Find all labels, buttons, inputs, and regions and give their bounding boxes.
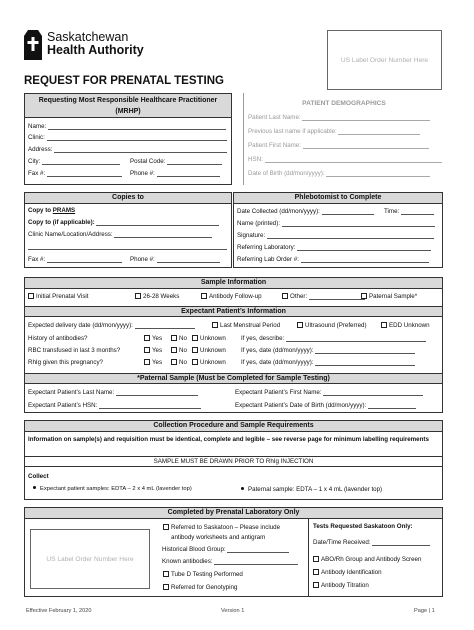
lab-blood-label: Historical Blood Group: <box>162 546 226 553</box>
checkbox[interactable] <box>361 293 367 299</box>
collection-paternal-text: Paternal sample: EDTA – 1 x 4 mL (lavender top) <box>248 486 383 493</box>
demo-hsn-row[interactable] <box>248 156 442 163</box>
pat-dob-field[interactable] <box>368 402 416 409</box>
collection-section <box>24 420 443 500</box>
demo-hsn-label: HSN: <box>248 156 263 163</box>
exp-describe-label: If yes, describe: <box>241 335 285 342</box>
lab-titration-label: Antibody Titration <box>321 582 369 589</box>
mrhp-name-label: Name: <box>28 123 47 130</box>
no-label: No <box>179 335 187 342</box>
collection-expectant <box>33 486 192 492</box>
copy-extra-field[interactable] <box>28 243 227 250</box>
phleb-lab-row[interactable] <box>237 244 431 251</box>
pat-dob-row[interactable] <box>235 402 416 409</box>
label-order-box-top[interactable]: US Label Order Number Here <box>327 30 442 90</box>
checkbox[interactable] <box>135 293 141 299</box>
checkbox[interactable] <box>144 335 150 341</box>
exp-describe-field[interactable] <box>286 335 426 342</box>
checkbox[interactable] <box>192 359 198 365</box>
checkbox[interactable] <box>163 571 169 577</box>
demo-first-label: Patient First Name: <box>248 142 301 149</box>
phleb-name-field[interactable] <box>282 220 435 227</box>
exp-rhig-date-field[interactable] <box>315 359 415 366</box>
mrhp-header <box>25 94 231 118</box>
sample-opt-initial-label: Initial Prenatal Visit <box>36 293 89 300</box>
lab-header: Completed by Prenatal Laboratory Only <box>25 508 442 519</box>
copy-clinic-row[interactable] <box>28 231 212 238</box>
mrhp-phone-field[interactable] <box>157 170 220 177</box>
exp-edd[interactable] <box>381 322 430 329</box>
phleb-signature-field[interactable] <box>267 232 434 239</box>
pat-first-row[interactable] <box>235 389 423 396</box>
exp-rhig-no[interactable] <box>171 359 187 366</box>
copy-fax-field[interactable] <box>47 256 122 263</box>
mrhp-fax-row[interactable] <box>28 170 122 177</box>
checkbox[interactable] <box>282 293 288 299</box>
lab-tests-header: Tests Requested Saskatoon Only: <box>313 523 413 530</box>
collection-info: Information on sample(s) and requisition must be identical, complete and legible – see reverse page for minimum labelling requirements <box>28 436 429 443</box>
exp-rbc-date-field[interactable] <box>315 347 415 354</box>
lab-tube-label: Tube D Testing Performed <box>171 571 243 578</box>
sample-opt-2628-label: 26-28 Weeks <box>143 293 180 300</box>
pat-last-row[interactable] <box>28 389 198 396</box>
exp-delivery-row[interactable] <box>28 322 195 329</box>
lab-blood-field[interactable] <box>227 546 289 553</box>
yes-label: Yes <box>152 359 163 366</box>
copy-fax-label: Fax #: <box>28 256 46 263</box>
sample-other-field[interactable] <box>309 293 365 300</box>
checkbox[interactable] <box>313 582 319 588</box>
pat-dob-label: Expectant Patient’s Date of Birth (dd/mon/yyyy): <box>235 402 367 409</box>
mrhp-city-row[interactable] <box>28 158 120 165</box>
checkbox[interactable] <box>201 293 207 299</box>
mrhp-city-field[interactable] <box>42 158 120 165</box>
footer-version: Version 1 <box>221 608 245 614</box>
copy-clinic-field[interactable] <box>114 231 212 238</box>
exp-us[interactable] <box>297 322 367 329</box>
copy-applicable-label: Copy to (if applicable): <box>28 219 95 226</box>
exp-rbc-date-row[interactable] <box>241 347 415 354</box>
exp-describe-row[interactable] <box>241 335 426 342</box>
exp-rbc-unknown[interactable] <box>192 347 226 354</box>
pat-hsn-label: Expectant Patient’s HSN: <box>28 402 98 409</box>
phlebotomist-header: Phlebotomist to Complete <box>234 193 442 204</box>
sample-info-header: Sample Information <box>25 278 442 289</box>
copy-extra-row[interactable] <box>28 243 227 250</box>
demo-last-label: Patient Last Name: <box>248 114 301 121</box>
label-order-box-lab[interactable]: US Label Order Number Here <box>30 529 150 589</box>
yes-label: Yes <box>152 347 163 354</box>
checkbox[interactable] <box>163 584 169 590</box>
pat-last-field[interactable] <box>116 389 198 396</box>
unknown-label: Unknown <box>200 359 226 366</box>
checkbox[interactable] <box>192 347 198 353</box>
phleb-lab-label: Referring Laboratory: <box>237 244 296 251</box>
no-label: No <box>179 347 187 354</box>
demo-prev-label: Previous last name if applicable: <box>248 128 337 135</box>
exp-rbc-date-label: If yes, date (dd/mon/yyyy): <box>241 347 314 354</box>
phlebotomist-section <box>233 192 443 268</box>
mrhp-postal-row[interactable] <box>130 158 222 165</box>
mrhp-city-label: City: <box>28 158 41 165</box>
demo-last-row[interactable] <box>248 114 430 121</box>
lab-ident[interactable] <box>313 569 382 576</box>
exp-rbc-label: RBC transfused in last 3 months? <box>28 347 121 354</box>
copy-applicable-field[interactable] <box>96 219 219 226</box>
lab-genotyping-label: Referred for Genotyping <box>171 584 238 591</box>
lab-received-field[interactable] <box>372 539 430 546</box>
pat-hsn-row[interactable] <box>28 402 201 409</box>
mrhp-postal-label: Postal Code: <box>130 158 166 165</box>
unknown-label: Unknown <box>200 347 226 354</box>
checkbox[interactable] <box>297 322 303 328</box>
mrhp-clinic-field[interactable] <box>47 134 227 141</box>
exp-rhig-date-label: If yes, date (dd/mon/yyyy): <box>241 359 314 366</box>
mrhp-clinic-row[interactable] <box>28 134 227 141</box>
copy-prams-prefix: Copy to <box>28 207 53 214</box>
copy-prams-link[interactable]: PRAMS <box>52 207 76 214</box>
no-label: No <box>179 359 187 366</box>
exp-history-yes[interactable] <box>144 335 162 342</box>
checkbox[interactable] <box>313 569 319 575</box>
unknown-label: Unknown <box>200 335 226 342</box>
mrhp-fax-label: Fax #: <box>28 170 46 177</box>
checkbox[interactable] <box>313 556 319 562</box>
lab-abo[interactable] <box>313 556 421 563</box>
lab-genotyping[interactable] <box>163 584 237 591</box>
checkbox[interactable] <box>144 359 150 365</box>
checkbox[interactable] <box>192 335 198 341</box>
exp-lmp-label: Last Menstrual Period <box>220 322 281 329</box>
phleb-signature-label: Signature: <box>237 232 266 239</box>
lab-abo-label: ABO/Rh Group and Antibody Screen <box>321 556 422 563</box>
phleb-time-row[interactable] <box>384 208 434 215</box>
sample-section <box>24 277 443 413</box>
copy-phone-row[interactable] <box>130 256 220 263</box>
lab-received-label: Date/Time Received: <box>313 539 371 546</box>
exp-history-no[interactable] <box>171 335 187 342</box>
collection-expectant-text: Expectant patient samples: EDTA – 2 x 4 mL (lavender top) <box>40 486 192 492</box>
logo <box>24 28 164 64</box>
exp-us-label: Ultrasound (Preferred) <box>305 322 367 329</box>
phleb-time-label: Time: <box>384 208 400 215</box>
phleb-order-label: Referring Lab Order #: <box>237 256 299 263</box>
checkbox[interactable] <box>171 335 177 341</box>
mrhp-header-line1: Requesting Most Responsible Healthcare Practitioner <box>38 97 218 104</box>
phleb-lab-field[interactable] <box>297 244 431 251</box>
lab-referred-line2: antibody worksheets and antigram <box>171 534 266 541</box>
sample-opt-paternal-label: Paternal Sample* <box>369 293 418 300</box>
exp-rbc-yes[interactable] <box>144 347 162 354</box>
exp-lmp[interactable] <box>212 322 280 329</box>
exp-rhig-date-row[interactable] <box>241 359 415 366</box>
collection-draw-notice: SAMPLE MUST BE DRAWN PRIOR TO RhIg INJECTION <box>25 456 442 467</box>
exp-edd-label: EDD Unknown <box>389 322 430 329</box>
lab-divider <box>308 519 309 596</box>
sample-opt-antibody[interactable] <box>201 293 262 300</box>
exp-rbc-no[interactable] <box>171 347 187 354</box>
lab-referred-label: Referred to Saskatoon – Please include <box>171 524 281 531</box>
sample-opt-initial[interactable] <box>28 293 89 300</box>
mrhp-phone-label: Phone #: <box>130 170 155 177</box>
footer-page: Page | 1 <box>414 608 435 614</box>
bullet-icon <box>33 486 36 489</box>
copy-phone-label: Phone #: <box>130 256 155 263</box>
phleb-date-label: Date Collected (dd/mon/yyyy): <box>237 208 320 215</box>
sample-opt-2628[interactable] <box>135 293 179 300</box>
lab-section <box>24 507 443 597</box>
paternal-header: *Paternal Sample (Must be Completed for Sample Testing) <box>25 373 442 384</box>
sample-opt-antibody-label: Antibody Follow-up <box>209 293 262 300</box>
copy-phone-field[interactable] <box>157 256 220 263</box>
demo-last-field[interactable] <box>302 114 430 121</box>
mrhp-header-line2: (MRHP) <box>115 108 141 115</box>
sample-opt-other[interactable] <box>282 293 365 300</box>
sample-opt-paternal[interactable] <box>361 293 417 300</box>
exp-history-label: History of antibodies? <box>28 335 88 342</box>
pat-hsn-field[interactable] <box>99 402 201 409</box>
lab-titration[interactable] <box>313 582 369 589</box>
phleb-order-field[interactable] <box>301 256 429 263</box>
exp-rhig-yes[interactable] <box>144 359 162 366</box>
expectant-header: Expectant Patient’s Information <box>25 306 442 317</box>
footer-effective: Effective February 1, 2020 <box>26 608 92 614</box>
exp-delivery-label: Expected delivery date (dd/mon/yyyy): <box>28 322 133 329</box>
patient-demographics <box>243 93 443 185</box>
copies-section <box>24 192 232 268</box>
demo-first-row[interactable] <box>248 142 429 149</box>
lab-antibodies-row[interactable] <box>162 558 298 565</box>
demo-dob-row[interactable] <box>248 170 430 177</box>
phleb-time-field[interactable] <box>401 208 434 215</box>
mrhp-postal-field[interactable] <box>167 158 222 165</box>
copies-header: Copies to <box>25 193 231 204</box>
lab-blood-row[interactable] <box>162 546 289 553</box>
logo-line1: Saskatchewan <box>47 30 129 44</box>
demo-hsn-field[interactable] <box>265 156 442 163</box>
demo-dob-label: Date of Birth (dd/mon/yyyy): <box>248 170 325 177</box>
checkbox[interactable] <box>28 293 34 299</box>
phleb-date-field[interactable] <box>322 208 374 215</box>
copy-prams-row <box>28 207 75 214</box>
exp-delivery-field[interactable] <box>135 322 195 329</box>
lab-received-row[interactable] <box>313 539 430 546</box>
copy-applicable-row[interactable] <box>28 219 219 226</box>
collection-paternal <box>241 486 382 493</box>
pat-last-label: Expectant Patient’s Last Name: <box>28 389 115 396</box>
demo-dob-field[interactable] <box>326 170 430 177</box>
copy-fax-row[interactable] <box>28 256 122 263</box>
demo-prev-row[interactable] <box>248 128 420 135</box>
lab-tube[interactable] <box>163 571 243 578</box>
phleb-name-row[interactable] <box>237 220 435 227</box>
demo-prev-field[interactable] <box>338 128 420 135</box>
mrhp-phone-row[interactable] <box>130 170 220 177</box>
checkbox[interactable] <box>171 359 177 365</box>
demographics-header: PATIENT DEMOGRAPHICS <box>302 100 386 107</box>
cross-logo-icon <box>24 30 42 60</box>
mrhp-clinic-label: Clinic: <box>28 134 45 141</box>
lab-antibodies-field[interactable] <box>214 558 298 565</box>
phleb-date-row[interactable] <box>237 208 374 215</box>
sample-opt-other-label: Other: <box>290 293 308 300</box>
mrhp-section <box>24 93 232 185</box>
checkbox[interactable] <box>212 322 218 328</box>
yes-label: Yes <box>152 335 163 342</box>
mrhp-name-field[interactable] <box>48 123 226 130</box>
phleb-name-label: Name (printed): <box>237 220 280 227</box>
phleb-order-row[interactable] <box>237 256 429 263</box>
exp-rhig-unknown[interactable] <box>192 359 226 366</box>
checkbox[interactable] <box>144 347 150 353</box>
pat-first-label: Expectant Patient’s First Name: <box>235 389 322 396</box>
mrhp-name-row[interactable] <box>28 123 226 130</box>
mrhp-address-row[interactable] <box>28 146 227 153</box>
page-title: REQUEST FOR PRENATAL TESTING <box>24 75 224 87</box>
mrhp-fax-field[interactable] <box>47 170 122 177</box>
lab-ident-label: Antibody Identification <box>321 569 382 576</box>
logo-line2: Health Authority <box>47 43 144 57</box>
collection-header: Collection Procedure and Sample Requirements <box>25 421 442 432</box>
bullet-icon <box>241 487 244 490</box>
lab-referred[interactable] <box>163 524 280 531</box>
collection-collect-label: Collect <box>28 473 49 480</box>
checkbox[interactable] <box>163 524 169 530</box>
phleb-signature-row[interactable] <box>237 232 434 239</box>
mrhp-address-field[interactable] <box>54 146 227 153</box>
copy-clinic-label: Clinic Name/Location/Address: <box>28 231 113 238</box>
exp-history-unknown[interactable] <box>192 335 226 342</box>
checkbox[interactable] <box>171 347 177 353</box>
lab-antibodies-label: Known antibodies: <box>162 558 213 565</box>
mrhp-address-label: Address: <box>28 146 53 153</box>
exp-rhig-label: RhIg given this pregnancy? <box>28 359 103 366</box>
pat-first-field[interactable] <box>323 389 423 396</box>
checkbox[interactable] <box>381 322 387 328</box>
demo-first-field[interactable] <box>303 142 429 149</box>
